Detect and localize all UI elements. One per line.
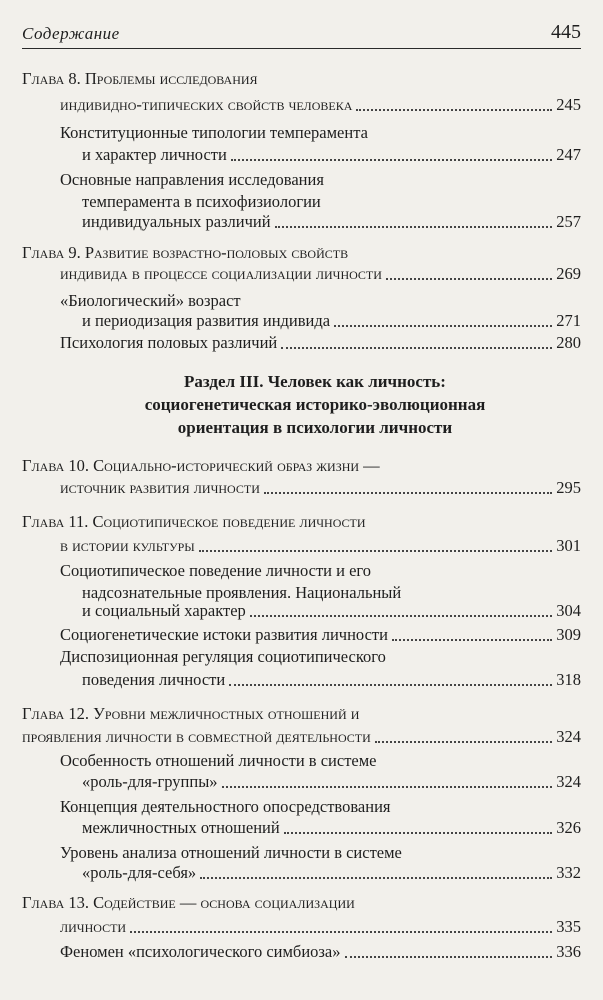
- ch8-sub1-line2: и характер личности: [82, 145, 227, 164]
- ch8-sub2-line1: Основные направления исследования: [60, 170, 324, 189]
- chapter-8-entry[interactable]: [60, 95, 581, 115]
- ch13-sub1-page: 336: [556, 942, 581, 961]
- ch9-sub1-page: 271: [556, 311, 581, 330]
- ch12-sub2-line1: Концепция деятельностного опосредствования: [60, 797, 391, 816]
- chapter-11-page: 301: [556, 536, 581, 555]
- ch9-sub1-line1: «Биологический» возраст: [60, 291, 241, 310]
- ch11-sub1-line2: надсознательные проявления. Национальный: [82, 583, 402, 602]
- ch12-sub2-page: 326: [556, 818, 581, 837]
- chapter-13-page: 335: [556, 917, 581, 936]
- ch8-sub2-page: 257: [556, 212, 581, 231]
- chapter-10-title-cont: источник развития личности: [60, 478, 260, 497]
- chapter-9-entry[interactable]: [60, 264, 581, 284]
- chapter-12-title: Глава 12. Уровни межличностных отношений и: [22, 704, 360, 723]
- chapter-8-page: 245: [556, 95, 581, 114]
- ch11-sub3-entry[interactable]: [82, 670, 581, 690]
- ch9-sub2-entry[interactable]: [60, 333, 581, 353]
- ch11-sub1-line1: Социотипическое поведение личности и его: [60, 561, 372, 580]
- ch11-sub3-line1: Диспозиционная регуляция социотипического: [60, 647, 386, 666]
- ch9-sub1-line2: и периодизация развития индивида: [82, 311, 331, 330]
- ch12-sub3-entry[interactable]: [82, 863, 581, 883]
- chapter-11-entry[interactable]: [60, 536, 581, 556]
- ch11-sub1-line3: и социальный характер: [82, 601, 246, 620]
- ch12-sub1-page: 324: [556, 772, 581, 791]
- ch12-sub1-line2: «роль-для-группы»: [82, 772, 218, 791]
- chapter-12-page: 324: [556, 727, 581, 746]
- ch13-sub1-title: Феномен «психологического симбиоза»: [60, 942, 341, 961]
- ch12-sub1-line1: Особенность отношений личности в системе: [60, 751, 377, 770]
- chapter-9-title: Глава 9. Развитие возрастно-половых свойств: [22, 243, 349, 262]
- chapter-13-title-cont: личности: [60, 917, 127, 936]
- ch8-sub1-line1: Конституционные типологии темперамента: [60, 123, 368, 142]
- ch11-sub3-line2: поведения личности: [82, 670, 226, 689]
- ch11-sub2-title: Социогенетические истоки развития личности: [60, 625, 388, 644]
- ch8-sub1-entry[interactable]: [82, 145, 581, 165]
- chapter-12-title-cont: проявления личности в совместной деятельности: [22, 727, 371, 746]
- ch8-sub2-line3: индивидуальных различий: [82, 212, 271, 231]
- chapter-12-entry[interactable]: [22, 727, 581, 747]
- ch13-sub1-entry[interactable]: [60, 942, 581, 962]
- ch12-sub1-entry[interactable]: [82, 772, 581, 792]
- ch8-sub2-entry[interactable]: [82, 212, 581, 232]
- page-number: 445: [551, 21, 581, 43]
- running-header-title: Содержание: [22, 24, 120, 43]
- chapter-10-page: 295: [556, 478, 581, 497]
- chapter-8-title-cont: индивидно-типических свойств человека: [60, 95, 353, 114]
- ch12-sub3-line2: «роль-для-себя»: [82, 863, 197, 882]
- ch11-sub1-entry[interactable]: [82, 601, 581, 621]
- chapter-9-title-cont: индивида в процессе социализации личности: [60, 264, 382, 283]
- chapter-10-title: Глава 10. Социально-исторический образ жизни —: [22, 456, 380, 475]
- ch12-sub2-entry[interactable]: [82, 818, 581, 838]
- ch9-sub1-entry[interactable]: [82, 311, 581, 331]
- ch8-sub1-page: 247: [556, 145, 581, 164]
- chapter-13-entry[interactable]: [60, 917, 581, 937]
- section-3-line3: ориентация в психологии личности: [177, 418, 453, 437]
- chapter-11-title: Глава 11. Социотипическое поведение личности: [22, 512, 366, 531]
- section-3-line2: социогенетическая историко-эволюционная: [144, 395, 486, 414]
- chapter-9-page: 269: [556, 264, 581, 283]
- chapter-13-title: Глава 13. Содействие — основа социализации: [22, 893, 355, 912]
- ch12-sub2-line2: межличностных отношений: [82, 818, 280, 837]
- section-3-line1: Раздел III. Человек как личность:: [184, 372, 446, 391]
- ch8-sub2-line2: темперамента в психофизиологии: [82, 192, 321, 211]
- ch9-sub2-page: 280: [556, 333, 581, 352]
- ch11-sub1-page: 304: [556, 601, 581, 620]
- ch11-sub2-page: 309: [556, 625, 581, 644]
- chapter-10-entry[interactable]: [60, 478, 581, 498]
- ch9-sub2-title: Психология половых различий: [60, 333, 278, 352]
- ch11-sub2-entry[interactable]: [60, 625, 581, 645]
- ch12-sub3-page: 332: [556, 863, 581, 882]
- chapter-8-title: Глава 8. Проблемы исследования: [22, 69, 258, 88]
- ch12-sub3-line1: Уровень анализа отношений личности в системе: [60, 843, 402, 862]
- ch11-sub3-page: 318: [556, 670, 581, 689]
- chapter-11-title-cont: в истории культуры: [60, 536, 195, 555]
